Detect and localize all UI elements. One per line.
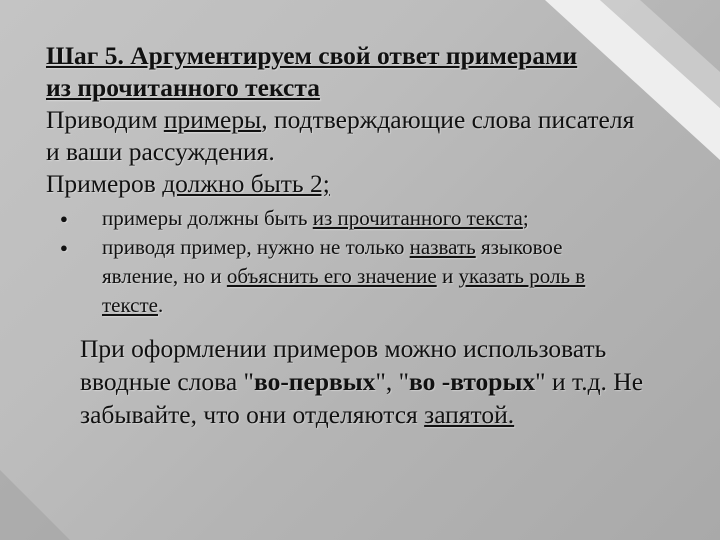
bullet-icon: ● <box>60 240 68 255</box>
example-count-paragraph: Примеров должно быть 2; <box>46 169 330 198</box>
list-item: ● примеры должны быть из прочитанного текста; <box>46 204 686 233</box>
requirements-list <box>46 204 686 320</box>
slide-content <box>46 40 686 431</box>
formatting-note: При оформлении примеров можно использовать вводные слова "во-первых", "во -вторых" и т.д. Не забывайте, что они отделяются запятой. <box>80 334 644 429</box>
slide-title: Шаг 5. Аргументируем свой ответ примерами из прочитанного текста <box>46 41 578 102</box>
bullet-icon: ● <box>60 211 68 226</box>
intro-paragraph: Приводим примеры, подтверждающие слова писателя и ваши рассуждения. <box>46 105 635 166</box>
list-item: ● приводя пример, нужно не только назвать языковое явление, но и объяснить его значение и указать роль в тексте. <box>60 235 586 317</box>
